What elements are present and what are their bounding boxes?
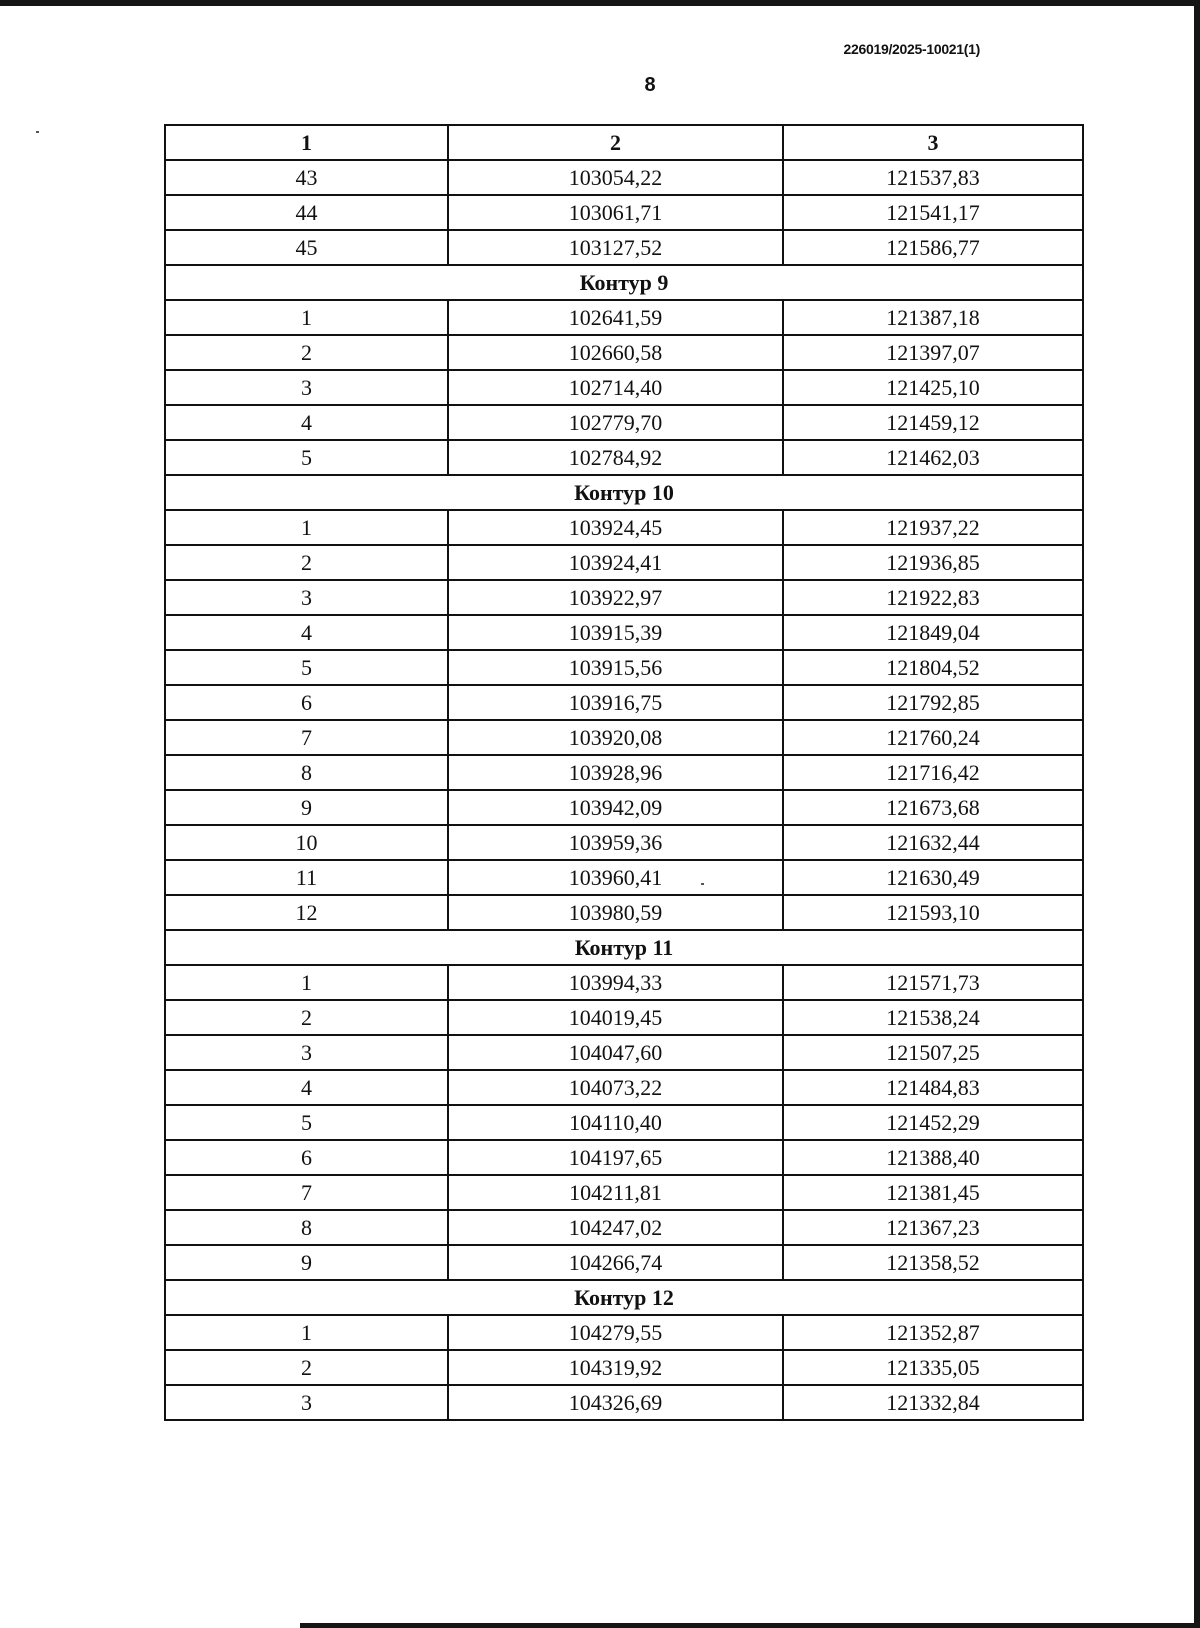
x-coordinate-cell: 103994,33 xyxy=(448,965,783,1000)
x-coordinate-cell: 104110,40 xyxy=(448,1105,783,1140)
y-coordinate-cell: 121922,83 xyxy=(783,580,1083,615)
scan-edge-right xyxy=(1194,0,1200,1628)
x-coordinate-cell: 103054,22 xyxy=(448,160,783,195)
table-row xyxy=(165,335,1083,370)
point-number-cell: 4 xyxy=(165,615,448,650)
y-coordinate-cell: 121537,83 xyxy=(783,160,1083,195)
point-number-cell: 3 xyxy=(165,370,448,405)
y-coordinate-cell: 121387,18 xyxy=(783,300,1083,335)
table-row xyxy=(165,1140,1083,1175)
point-number-cell: 2 xyxy=(165,335,448,370)
point-number-cell: 1 xyxy=(165,965,448,1000)
y-coordinate-cell: 121937,22 xyxy=(783,510,1083,545)
table-row xyxy=(165,825,1083,860)
y-coordinate-cell: 121538,24 xyxy=(783,1000,1083,1035)
table-header-row xyxy=(165,125,1083,160)
scan-edge-bottom xyxy=(300,1623,1200,1628)
point-number-cell: 2 xyxy=(165,1350,448,1385)
point-number-cell: 1 xyxy=(165,510,448,545)
point-number-cell: 9 xyxy=(165,1245,448,1280)
table-row xyxy=(165,510,1083,545)
x-coordinate-cell: 103980,59 xyxy=(448,895,783,930)
y-coordinate-cell: 121462,03 xyxy=(783,440,1083,475)
point-number-cell: 44 xyxy=(165,195,448,230)
point-number-cell: 2 xyxy=(165,545,448,580)
point-number-cell: 8 xyxy=(165,755,448,790)
table-row xyxy=(165,755,1083,790)
column-header: 1 xyxy=(165,125,448,160)
y-coordinate-cell: 121571,73 xyxy=(783,965,1083,1000)
y-coordinate-cell: 121593,10 xyxy=(783,895,1083,930)
x-coordinate-cell: 103924,41 xyxy=(448,545,783,580)
table-row xyxy=(165,1350,1083,1385)
table-row xyxy=(165,195,1083,230)
y-coordinate-cell: 121332,84 xyxy=(783,1385,1083,1420)
table-body xyxy=(165,160,1083,1420)
coordinates-table xyxy=(164,124,1084,1421)
x-coordinate-cell: 103960,41 xyxy=(448,860,783,895)
y-coordinate-cell: 121630,49 xyxy=(783,860,1083,895)
point-number-cell: 2 xyxy=(165,1000,448,1035)
point-number-cell: 10 xyxy=(165,825,448,860)
table-row xyxy=(165,1000,1083,1035)
contour-heading: Контур 11 xyxy=(165,930,1083,965)
y-coordinate-cell: 121388,40 xyxy=(783,1140,1083,1175)
contour-heading: Контур 12 xyxy=(165,1280,1083,1315)
x-coordinate-cell: 103920,08 xyxy=(448,720,783,755)
point-number-cell: 3 xyxy=(165,580,448,615)
x-coordinate-cell: 103915,39 xyxy=(448,615,783,650)
point-number-cell: 4 xyxy=(165,405,448,440)
table-row xyxy=(165,650,1083,685)
x-coordinate-cell: 102714,40 xyxy=(448,370,783,405)
point-number-cell: 6 xyxy=(165,1140,448,1175)
table-row xyxy=(165,160,1083,195)
table-row xyxy=(165,370,1083,405)
table-row xyxy=(165,440,1083,475)
point-number-cell: 7 xyxy=(165,1175,448,1210)
y-coordinate-cell: 121425,10 xyxy=(783,370,1083,405)
y-coordinate-cell: 121716,42 xyxy=(783,755,1083,790)
point-number-cell: 1 xyxy=(165,300,448,335)
x-coordinate-cell: 104047,60 xyxy=(448,1035,783,1070)
column-header: 3 xyxy=(783,125,1083,160)
y-coordinate-cell: 121849,04 xyxy=(783,615,1083,650)
point-number-cell: 8 xyxy=(165,1210,448,1245)
contour-heading-row xyxy=(165,475,1083,510)
document-number: 226019/2025-10021(1) xyxy=(843,41,980,57)
x-coordinate-cell: 103916,75 xyxy=(448,685,783,720)
y-coordinate-cell: 121358,52 xyxy=(783,1245,1083,1280)
x-coordinate-cell: 103061,71 xyxy=(448,195,783,230)
point-number-cell: 11 xyxy=(165,860,448,895)
point-number-cell: 9 xyxy=(165,790,448,825)
table-row xyxy=(165,1315,1083,1350)
point-number-cell: 43 xyxy=(165,160,448,195)
y-coordinate-cell: 121335,05 xyxy=(783,1350,1083,1385)
table-row xyxy=(165,790,1083,825)
x-coordinate-cell: 104019,45 xyxy=(448,1000,783,1035)
table-row xyxy=(165,230,1083,265)
x-coordinate-cell: 103924,45 xyxy=(448,510,783,545)
table-row xyxy=(165,860,1083,895)
table-row xyxy=(165,580,1083,615)
x-coordinate-cell: 104279,55 xyxy=(448,1315,783,1350)
point-number-cell: 5 xyxy=(165,440,448,475)
y-coordinate-cell: 121792,85 xyxy=(783,685,1083,720)
table-row xyxy=(165,1245,1083,1280)
x-coordinate-cell: 104247,02 xyxy=(448,1210,783,1245)
table-row xyxy=(165,965,1083,1000)
table-row xyxy=(165,1210,1083,1245)
y-coordinate-cell: 121760,24 xyxy=(783,720,1083,755)
x-coordinate-cell: 103928,96 xyxy=(448,755,783,790)
x-coordinate-cell: 104211,81 xyxy=(448,1175,783,1210)
y-coordinate-cell: 121452,29 xyxy=(783,1105,1083,1140)
x-coordinate-cell: 103127,52 xyxy=(448,230,783,265)
x-coordinate-cell: 104319,92 xyxy=(448,1350,783,1385)
y-coordinate-cell: 121397,07 xyxy=(783,335,1083,370)
x-coordinate-cell: 103915,56 xyxy=(448,650,783,685)
table-row xyxy=(165,1035,1083,1070)
contour-heading-row xyxy=(165,265,1083,300)
y-coordinate-cell: 121381,45 xyxy=(783,1175,1083,1210)
x-coordinate-cell: 103942,09 xyxy=(448,790,783,825)
column-header: 2 xyxy=(448,125,783,160)
table-row xyxy=(165,895,1083,930)
table-row xyxy=(165,615,1083,650)
point-number-cell: 1 xyxy=(165,1315,448,1350)
point-number-cell: 3 xyxy=(165,1035,448,1070)
point-number-cell: 5 xyxy=(165,1105,448,1140)
table-row xyxy=(165,720,1083,755)
point-number-cell: 6 xyxy=(165,685,448,720)
x-coordinate-cell: 104197,65 xyxy=(448,1140,783,1175)
x-coordinate-cell: 104326,69 xyxy=(448,1385,783,1420)
y-coordinate-cell: 121632,44 xyxy=(783,825,1083,860)
table-row xyxy=(165,1175,1083,1210)
scan-edge-top xyxy=(0,0,1200,6)
point-number-cell: 45 xyxy=(165,230,448,265)
y-coordinate-cell: 121541,17 xyxy=(783,195,1083,230)
y-coordinate-cell: 121507,25 xyxy=(783,1035,1083,1070)
y-coordinate-cell: 121673,68 xyxy=(783,790,1083,825)
scan-speck xyxy=(36,131,39,133)
point-number-cell: 3 xyxy=(165,1385,448,1420)
point-number-cell: 5 xyxy=(165,650,448,685)
x-coordinate-cell: 102779,70 xyxy=(448,405,783,440)
y-coordinate-cell: 121459,12 xyxy=(783,405,1083,440)
page-number: 8 xyxy=(644,74,656,96)
y-coordinate-cell: 121804,52 xyxy=(783,650,1083,685)
x-coordinate-cell: 102660,58 xyxy=(448,335,783,370)
table-row xyxy=(165,1385,1083,1420)
table-row xyxy=(165,300,1083,335)
point-number-cell: 7 xyxy=(165,720,448,755)
table-row xyxy=(165,405,1083,440)
contour-heading-row xyxy=(165,930,1083,965)
table-row xyxy=(165,685,1083,720)
x-coordinate-cell: 104266,74 xyxy=(448,1245,783,1280)
y-coordinate-cell: 121484,83 xyxy=(783,1070,1083,1105)
table-row xyxy=(165,545,1083,580)
table-row xyxy=(165,1070,1083,1105)
contour-heading: Контур 9 xyxy=(165,265,1083,300)
table-row xyxy=(165,1105,1083,1140)
y-coordinate-cell: 121352,87 xyxy=(783,1315,1083,1350)
x-coordinate-cell: 102784,92 xyxy=(448,440,783,475)
x-coordinate-cell: 102641,59 xyxy=(448,300,783,335)
x-coordinate-cell: 103922,97 xyxy=(448,580,783,615)
x-coordinate-cell: 104073,22 xyxy=(448,1070,783,1105)
y-coordinate-cell: 121936,85 xyxy=(783,545,1083,580)
y-coordinate-cell: 121586,77 xyxy=(783,230,1083,265)
contour-heading: Контур 10 xyxy=(165,475,1083,510)
point-number-cell: 12 xyxy=(165,895,448,930)
contour-heading-row xyxy=(165,1280,1083,1315)
y-coordinate-cell: 121367,23 xyxy=(783,1210,1083,1245)
point-number-cell: 4 xyxy=(165,1070,448,1105)
x-coordinate-cell: 103959,36 xyxy=(448,825,783,860)
